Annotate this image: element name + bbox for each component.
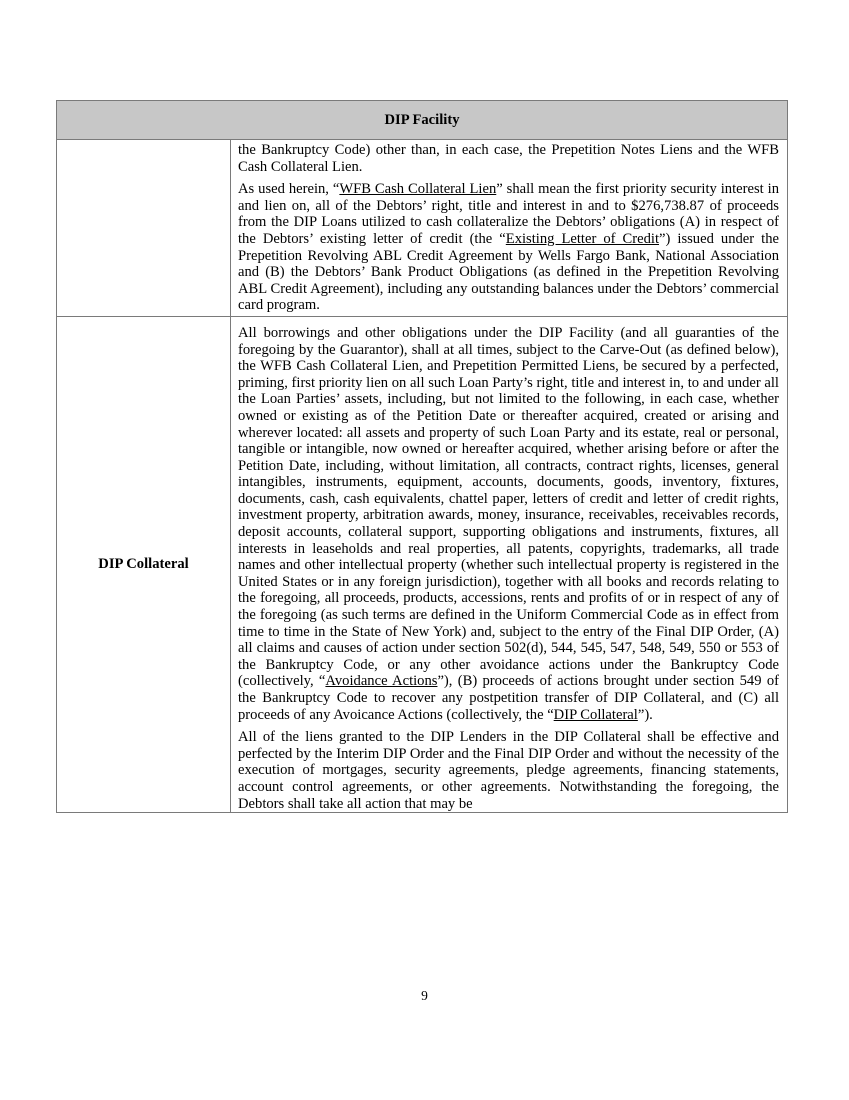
defined-term: Existing Letter of Credit <box>505 230 660 247</box>
table-row <box>57 140 788 317</box>
table-row <box>57 316 788 812</box>
defined-term: Avoidance Actions <box>325 673 438 690</box>
page-number: 9 <box>421 988 428 1003</box>
table-header-row <box>57 101 788 140</box>
defined-term: WFB Cash Collateral Lien <box>339 181 497 198</box>
row-label <box>57 140 231 317</box>
paragraph: All of the liens granted to the DIP Lenders in the DIP Collateral shall be effective and perfected by the Interim DIP Order and the Final DIP Order and without the necessity of the execution of mortgages, security agreements, pledge agreements, financing statements, account control agreements, or other agreements. Notwithstanding the foregoing, the Debtors shall take all action that may be <box>238 729 779 812</box>
row-label-dip-collateral: DIP Collateral <box>57 316 231 812</box>
document-table <box>56 100 788 813</box>
paragraph: the Bankruptcy Code) other than, in each case, the Prepetition Notes Liens and the WFB Cash Collateral Lien. <box>238 142 779 175</box>
defined-term: DIP Collateral <box>553 706 638 723</box>
row-content <box>231 140 788 317</box>
row-content <box>231 316 788 812</box>
paragraph: As used herein, “WFB Cash Collateral Lien” shall mean the first priority security interest in and lien on, all of the Debtors’ right, title and interest in and to $276,738.87 of proceeds from the DIP Loans utilized to cash collateralize the Debtors’ obligations (A) in respect of the Debtors’ existing letter of credit (the “Existing Letter of Credit”) issued under the Prepetition Revolving ABL Credit Agreement by Wells Fargo Bank, National Association and (B) the Debtors’ Bank Product Obligations (as defined in the Prepetition Revolving ABL Credit Agreement), including any outstanding balances under the Debtors’ commercial card program. <box>238 181 779 314</box>
paragraph: All borrowings and other obligations under the DIP Facility (and all guaranties of the foregoing by the Guarantor), shall at all times, subject to the Carve-Out (as defined below), the WFB Cash Collateral Lien, and Prepetition Permitted Liens, be secured by a perfected, priming, first priority lien on all such Loan Party’s right, title and interest in, to and under all the Loan Parties’ assets, including, but not limited to the following, in each case, whether owned or existing as of the Petition Date or thereafter acquired, created or arising and wherever located: all assets and property of such Loan Party and its estate, real or personal, tangible or intangible, now owned or hereafter acquired, whether arising before or after the Petition Date, including, without limitation, all contracts, contract rights, licenses, general intangibles, instruments, equipment, accounts, documents, goods, inventory, fixtures, documents, cash, cash equivalents, chattel paper, letters of credit and letter of credit rights, investment property, arbitration awards, money, insurance, receivables, receivables records, deposit accounts, collateral support, supporting obligations and instruments, fixtures, all interests in leaseholds and real properties, all patents, copyrights, trademarks, all trade names and other intellectual property (whether such intellectual property is registered in the United States or in any foreign jurisdiction), together with all books and records relating to the foregoing, all proceeds, products, accessions, rents and profits of or in respect of any of the foregoing (as such terms are defined in the Uniform Commercial Code as in effect from time to time in the State of New York) and, subject to the entry of the Final DIP Order, (A) all claims and causes of action under section 502(d), 544, 545, 547, 548, 549, 550 or 553 of the Bankruptcy Code, or any other avoidance actions under the Bankruptcy Code (collectively, “Avoidance Actions”), (B) proceeds of actions brought under section 549 of the Bankruptcy Code to recover any postpetition transfer of DIP Collateral, and (C) all proceeds of any Avoicance Actions (collectively, the “DIP Collateral”). <box>238 324 779 723</box>
table-header: DIP Facility <box>57 101 788 140</box>
